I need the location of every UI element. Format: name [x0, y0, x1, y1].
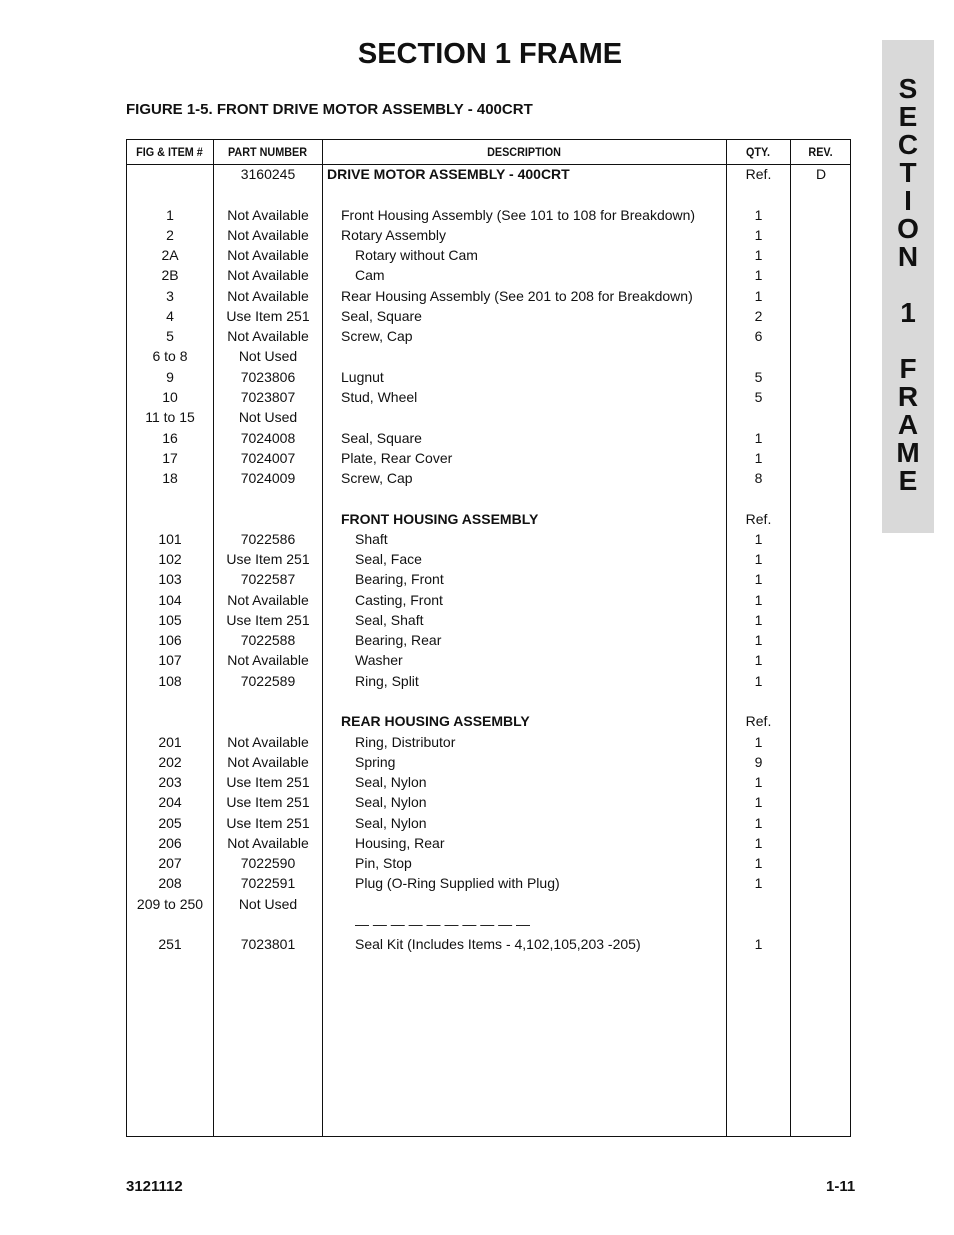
- part-number-cell: 7024009: [240, 470, 296, 486]
- part-number-cell: Use Item 251: [226, 308, 310, 324]
- header-fig-item: FIG & ITEM #: [136, 145, 203, 159]
- fig-item-cell: 104: [158, 592, 182, 608]
- description-cell: Housing, Rear: [355, 835, 445, 851]
- qty-cell: 1: [754, 652, 763, 668]
- fig-item-cell: 103: [158, 571, 182, 587]
- qty-cell: 8: [754, 470, 763, 486]
- description-cell: Rotary without Cam: [355, 247, 478, 263]
- fig-item-cell: 205: [158, 815, 182, 831]
- part-number-cell: Use Item 251: [226, 612, 310, 628]
- fig-item-cell: 11 to 15: [145, 409, 195, 425]
- header-part-number: PART NUMBER: [227, 145, 308, 159]
- qty-cell: Ref.: [745, 511, 772, 527]
- rev-cell: D: [815, 166, 827, 182]
- description-cell: Plug (O-Ring Supplied with Plug): [355, 875, 560, 891]
- side-tab-letter: O: [897, 213, 919, 244]
- fig-item-cell: 206: [158, 835, 182, 851]
- header-rev: REV.: [808, 145, 833, 159]
- part-number-cell: 7023801: [240, 936, 296, 952]
- part-number-cell: 7024008: [240, 430, 296, 446]
- side-tab-letter: I: [904, 185, 912, 216]
- part-number-cell: 7022586: [240, 531, 296, 547]
- description-cell: Washer: [355, 652, 403, 668]
- column-divider: [790, 139, 791, 1137]
- page-number: 1-11: [826, 1178, 856, 1195]
- part-number-cell: Not Available: [227, 207, 309, 223]
- qty-cell: 1: [754, 227, 763, 243]
- qty-cell: 1: [754, 794, 763, 810]
- qty-cell: 5: [754, 369, 763, 385]
- part-number-cell: Not Available: [227, 592, 309, 608]
- description-cell: Seal, Nylon: [355, 794, 427, 810]
- fig-item-cell: 207: [158, 855, 182, 871]
- side-tab-letter: A: [897, 409, 919, 440]
- part-number-cell: Use Item 251: [226, 794, 310, 810]
- description-cell: Ring, Distributor: [355, 734, 456, 750]
- qty-cell: 6: [754, 328, 763, 344]
- part-number-cell: Not Available: [227, 754, 309, 770]
- fig-item-cell: 108: [158, 673, 182, 689]
- description-cell: Seal, Square: [341, 308, 422, 324]
- qty-cell: 1: [754, 612, 763, 628]
- fig-item-cell: 10: [162, 389, 178, 405]
- qty-cell: 1: [754, 815, 763, 831]
- part-number-cell: Not Available: [227, 835, 309, 851]
- description-cell: Plate, Rear Cover: [341, 450, 453, 466]
- fig-item-cell: 101: [158, 531, 182, 547]
- part-number-cell: Not Used: [238, 348, 298, 364]
- part-number-cell: 7023807: [240, 389, 296, 405]
- description-cell: Pin, Stop: [355, 855, 412, 871]
- description-cell: Shaft: [355, 531, 388, 547]
- description-cell: Lugnut: [341, 369, 384, 385]
- part-number-cell: 7022587: [240, 571, 296, 587]
- part-number-cell: 7023806: [240, 369, 296, 385]
- fig-item-cell: 203: [158, 774, 182, 790]
- fig-item-cell: 2: [166, 227, 174, 243]
- qty-cell: 1: [754, 551, 763, 567]
- header-qty: QTY.: [745, 145, 770, 159]
- part-number-cell: 7022588: [240, 632, 296, 648]
- description-cell: Seal, Nylon: [355, 815, 427, 831]
- fig-item-cell: 251: [158, 936, 182, 952]
- qty-cell: 1: [754, 734, 763, 750]
- part-number-cell: 7022589: [240, 673, 296, 689]
- part-number-cell: 7022591: [240, 875, 296, 891]
- qty-cell: 1: [754, 531, 763, 547]
- qty-cell: 1: [754, 632, 763, 648]
- description-cell: Stud, Wheel: [341, 389, 418, 405]
- description-cell: REAR HOUSING ASSEMBLY: [341, 713, 530, 729]
- column-divider: [322, 139, 323, 1137]
- fig-item-cell: 1: [166, 207, 174, 223]
- fig-item-cell: 9: [166, 369, 174, 385]
- fig-item-cell: 16: [162, 430, 178, 446]
- part-number-cell: Not Used: [238, 409, 298, 425]
- part-number-cell: Not Available: [227, 288, 309, 304]
- qty-cell: Ref.: [745, 166, 772, 182]
- description-cell: FRONT HOUSING ASSEMBLY: [341, 511, 539, 527]
- description-cell: Seal, Face: [355, 551, 422, 567]
- qty-cell: 1: [754, 267, 763, 283]
- part-number-cell: 3160245: [240, 166, 296, 182]
- description-cell: Front Housing Assembly (See 101 to 108 for Breakdown): [341, 207, 696, 223]
- fig-item-cell: 18: [162, 470, 178, 486]
- qty-cell: 1: [754, 450, 763, 466]
- description-cell: Seal, Square: [341, 430, 422, 446]
- header-description: DESCRIPTION: [487, 145, 561, 159]
- description-cell: Bearing, Rear: [355, 632, 442, 648]
- part-number-cell: Not Available: [227, 227, 309, 243]
- side-tab-letter: S: [898, 73, 918, 104]
- side-tab-letter: T: [899, 157, 917, 188]
- description-cell: — — — — — — — — — —: [355, 916, 531, 932]
- part-number-cell: Use Item 251: [226, 815, 310, 831]
- fig-item-cell: 5: [166, 328, 174, 344]
- description-cell: Casting, Front: [355, 592, 443, 608]
- fig-item-cell: 209 to 250: [136, 896, 204, 912]
- description-cell: Seal Kit (Includes Items - 4,102,105,203 -205): [355, 936, 641, 952]
- fig-item-cell: 3: [166, 288, 174, 304]
- fig-item-cell: 2B: [161, 267, 179, 283]
- qty-cell: 1: [754, 936, 763, 952]
- qty-cell: 1: [754, 774, 763, 790]
- qty-cell: 1: [754, 571, 763, 587]
- qty-cell: 1: [754, 247, 763, 263]
- fig-item-cell: 204: [158, 794, 182, 810]
- qty-cell: Ref.: [745, 713, 772, 729]
- description-cell: Rear Housing Assembly (See 201 to 208 for Breakdown): [341, 288, 693, 304]
- part-number-cell: Not Available: [227, 328, 309, 344]
- description-cell: Rotary Assembly: [341, 227, 447, 243]
- part-number-cell: Not Available: [227, 734, 309, 750]
- qty-cell: 1: [754, 207, 763, 223]
- qty-cell: 1: [754, 855, 763, 871]
- fig-item-cell: 6 to 8: [152, 348, 188, 364]
- side-tab-letter: M: [896, 437, 920, 468]
- part-number-cell: Use Item 251: [226, 774, 310, 790]
- fig-item-cell: 208: [158, 875, 182, 891]
- fig-item-cell: 17: [162, 450, 178, 466]
- description-cell: Seal, Nylon: [355, 774, 427, 790]
- part-number-cell: Use Item 251: [226, 551, 310, 567]
- part-number-cell: Not Available: [227, 652, 309, 668]
- side-tab-letter: E: [898, 101, 918, 132]
- part-number-cell: Not Available: [227, 267, 309, 283]
- section-side-tab: [882, 40, 934, 533]
- description-cell: Screw, Cap: [341, 328, 413, 344]
- side-tab-letter: E: [898, 465, 918, 496]
- section-title: SECTION 1 FRAME: [357, 38, 623, 70]
- qty-cell: 2: [754, 308, 763, 324]
- part-number-cell: Not Available: [227, 247, 309, 263]
- fig-item-cell: 2A: [161, 247, 179, 263]
- description-cell: Cam: [355, 267, 385, 283]
- side-tab-letter: C: [897, 129, 919, 160]
- figure-title: FIGURE 1-5. FRONT DRIVE MOTOR ASSEMBLY - 400CRT: [126, 101, 533, 118]
- fig-item-cell: 202: [158, 754, 182, 770]
- side-tab-letter: 1: [900, 297, 916, 328]
- description-cell: Spring: [355, 754, 396, 770]
- side-tab-letter: R: [897, 381, 919, 412]
- fig-item-cell: 201: [158, 734, 182, 750]
- qty-cell: 1: [754, 835, 763, 851]
- part-number-cell: 7024007: [240, 450, 296, 466]
- part-number-cell: 7022590: [240, 855, 296, 871]
- part-number-cell: Not Used: [238, 896, 298, 912]
- description-cell: Ring, Split: [355, 673, 419, 689]
- qty-cell: 9: [754, 754, 763, 770]
- side-tab-letter: N: [897, 241, 919, 272]
- description-cell: Seal, Shaft: [355, 612, 424, 628]
- qty-cell: 5: [754, 389, 763, 405]
- fig-item-cell: 106: [158, 632, 182, 648]
- fig-item-cell: 4: [166, 308, 174, 324]
- description-cell: Screw, Cap: [341, 470, 413, 486]
- qty-cell: 1: [754, 592, 763, 608]
- fig-item-cell: 102: [158, 551, 182, 567]
- qty-cell: 1: [754, 430, 763, 446]
- fig-item-cell: 105: [158, 612, 182, 628]
- header-divider: [126, 164, 851, 165]
- qty-cell: 1: [754, 875, 763, 891]
- document-number: 3121112: [126, 1178, 183, 1195]
- description-cell: Bearing, Front: [355, 571, 444, 587]
- description-cell: DRIVE MOTOR ASSEMBLY - 400CRT: [327, 166, 570, 182]
- qty-cell: 1: [754, 288, 763, 304]
- side-tab-letter: F: [899, 353, 917, 384]
- qty-cell: 1: [754, 673, 763, 689]
- fig-item-cell: 107: [158, 652, 182, 668]
